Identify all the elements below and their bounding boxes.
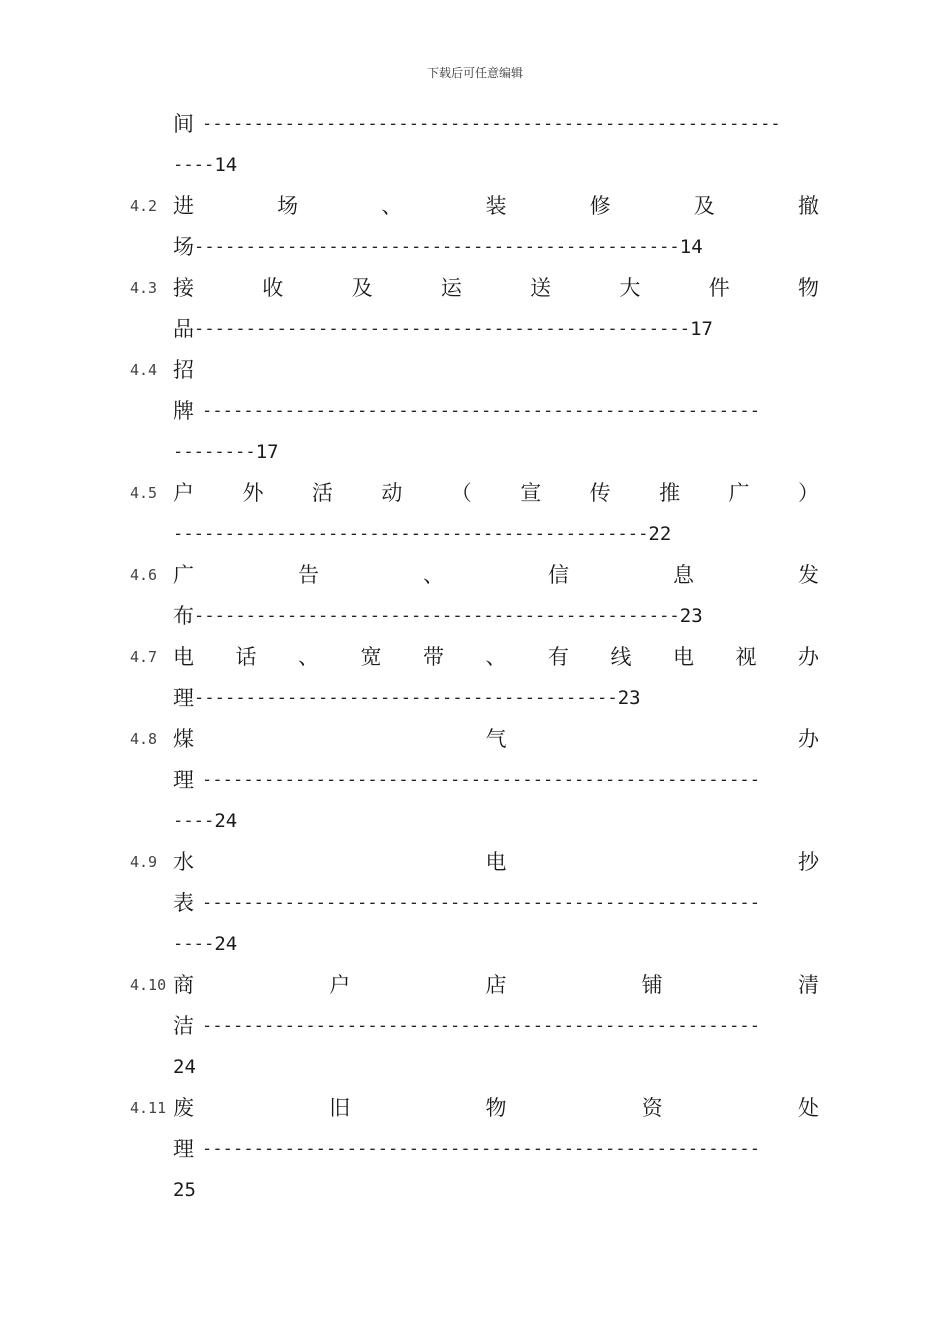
- section-number: 4.7: [130, 648, 158, 666]
- entry-page: [173, 432, 819, 473]
- leader-dots: -----------------------------------------: [194, 688, 618, 708]
- toc-entry-8: [0, 842, 950, 883]
- entry-leader: [173, 1006, 819, 1047]
- title-char: 物: [797, 276, 819, 300]
- entry-page: [173, 1047, 819, 1088]
- title-char: 抄: [798, 850, 819, 874]
- leader-dots: -----------------------------------------------: [194, 237, 680, 257]
- section-number: 4.3: [130, 279, 158, 297]
- title-char: 广: [173, 563, 194, 587]
- title-char: 广: [728, 481, 750, 505]
- entry-page: [173, 1170, 819, 1211]
- title-char: 及: [351, 276, 373, 300]
- title-char: 接: [173, 276, 194, 300]
- title-char: 废: [173, 1096, 194, 1120]
- toc-entry-page-line: [0, 1170, 950, 1211]
- page-number: 14: [679, 236, 703, 258]
- entry-leader: [173, 678, 819, 719]
- title-char: 气: [485, 727, 507, 751]
- title-char: 进: [173, 194, 194, 218]
- toc-entry-page-line: [0, 1047, 950, 1088]
- page-number: 14: [214, 154, 238, 176]
- entry-title: [173, 637, 819, 678]
- toc-entry-leader-line: [0, 1006, 950, 1047]
- toc-entry-0: [0, 104, 950, 145]
- title-char: 铺: [641, 973, 663, 997]
- toc-entry-page-line: [0, 432, 950, 473]
- leader-dots: ------------------------------------------------------: [202, 1139, 761, 1159]
- title-char: 电: [485, 850, 507, 874]
- title-char: （: [450, 481, 472, 505]
- toc-entry-leader-line: [0, 391, 950, 432]
- entry-title: [173, 473, 819, 514]
- section-number: 4.10: [130, 976, 167, 994]
- leader-dots: --------------------------------------------------------: [202, 114, 781, 134]
- title-char: 带: [423, 645, 444, 669]
- title-char: 品: [173, 317, 194, 341]
- title-char: 发: [798, 563, 819, 587]
- title-char: 宣: [520, 481, 542, 505]
- section-number: 4.11: [130, 1099, 167, 1117]
- title-char: 运: [440, 276, 462, 300]
- title-char: 大: [619, 276, 641, 300]
- toc-entry-3: [0, 350, 950, 391]
- title-char: 电: [673, 645, 694, 669]
- title-char: 牌: [173, 399, 194, 423]
- toc-entry-leader-line: [0, 596, 950, 637]
- page-header: 下载后可任意编辑: [426, 66, 523, 80]
- page-number: 24: [214, 933, 238, 955]
- leader-dots: ----: [173, 155, 215, 175]
- section-number: 4.2: [130, 197, 158, 215]
- entry-leader: [173, 596, 819, 637]
- title-char: 水: [173, 850, 194, 874]
- toc-entry-page-line: [0, 924, 950, 965]
- section-number: 4.5: [130, 484, 158, 502]
- page-number: 17: [255, 441, 279, 463]
- title-char: 装: [485, 194, 507, 218]
- entry-page: [173, 924, 819, 965]
- section-number: 4.8: [130, 730, 158, 748]
- entry-leader: [173, 227, 819, 268]
- entry-leader: [173, 145, 819, 186]
- entry-leader: [173, 883, 819, 924]
- title-char: 场: [277, 194, 299, 218]
- title-char: 办: [798, 727, 819, 751]
- title-char: 户: [173, 481, 194, 505]
- entry-title: [173, 186, 819, 227]
- title-char: 送: [530, 276, 552, 300]
- section-number: 4.4: [130, 361, 158, 379]
- title-char: 旧: [329, 1096, 351, 1120]
- title-char: 传: [589, 481, 611, 505]
- toc-entry-leader-line: [0, 514, 950, 555]
- leader-dots: ------------------------------------------------: [194, 319, 691, 339]
- toc-entry-leader-line: [0, 678, 950, 719]
- title-char: 店: [485, 973, 507, 997]
- toc-entry-leader-line: [0, 309, 950, 350]
- title-char: 理: [173, 1137, 194, 1161]
- title-char: 宽: [360, 645, 382, 669]
- title-char: 物: [485, 1096, 507, 1120]
- title-char: 告: [298, 563, 319, 587]
- leader-dots: ------------------------------------------------------: [202, 770, 761, 790]
- title-char: 理: [173, 686, 194, 710]
- title-char: 撤: [797, 194, 819, 218]
- title-char: 及: [693, 194, 715, 218]
- toc-entry-leader-line: [0, 1129, 950, 1170]
- title-char: 洁: [173, 1014, 194, 1038]
- title-char: 户: [329, 973, 351, 997]
- title-char: 电: [173, 645, 194, 669]
- leader-dots: ----: [173, 811, 215, 831]
- toc-entry-2: [0, 268, 950, 309]
- title-char: 收: [262, 276, 284, 300]
- leader-dots: ----: [173, 934, 215, 954]
- toc-entry-4: [0, 473, 950, 514]
- page-number: 24: [214, 810, 238, 832]
- title-char: 表: [173, 891, 194, 915]
- toc-entry-leader-line: [0, 760, 950, 801]
- section-number: 4.6: [130, 566, 158, 584]
- entry-page: [173, 801, 819, 842]
- page-number: 17: [690, 318, 713, 340]
- title-char: 办: [798, 645, 819, 669]
- entry-title: [173, 965, 819, 1006]
- leader-dots: --------: [173, 442, 256, 462]
- title-char: 推: [659, 481, 681, 505]
- title-char: 间: [173, 112, 194, 136]
- toc-entry-10: [0, 1088, 950, 1129]
- leader-dots: ------------------------------------------------------: [202, 1016, 761, 1036]
- entry-leader: [173, 309, 819, 350]
- entry-title: [173, 104, 819, 145]
- toc-entry-page-line: [0, 801, 950, 842]
- toc-entry-continuation: [0, 145, 950, 186]
- title-char: 动: [381, 481, 403, 505]
- title-char: 活: [311, 481, 333, 505]
- title-char: 修: [589, 194, 611, 218]
- entry-leader: [173, 760, 819, 801]
- title-char: 有: [548, 645, 569, 669]
- title-char: 、: [298, 645, 319, 669]
- title-char: 处: [798, 1096, 819, 1120]
- title-char: ）: [797, 481, 819, 505]
- title-char: 件: [708, 276, 730, 300]
- toc-entry-leader-line: [0, 883, 950, 924]
- title-char: 理: [173, 768, 194, 792]
- title-char: 息: [673, 563, 694, 587]
- toc-entry-7: [0, 719, 950, 760]
- entry-leader: [173, 514, 819, 555]
- title-char: 外: [242, 481, 264, 505]
- entry-title: [173, 268, 819, 309]
- title-char: 煤: [173, 727, 194, 751]
- title-char: 场: [173, 235, 194, 259]
- entry-leader: [173, 1129, 819, 1170]
- title-char: 、: [381, 194, 403, 218]
- leader-dots: -----------------------------------------------: [194, 606, 680, 626]
- title-char: 、: [423, 563, 444, 587]
- toc-entry-6: [0, 637, 950, 678]
- leader-dots: ------------------------------------------------------: [202, 401, 761, 421]
- table-of-contents: [0, 104, 950, 1211]
- entry-title: [173, 555, 819, 596]
- toc-entry-leader-line: [0, 227, 950, 268]
- title-char: 清: [798, 973, 819, 997]
- title-char: 话: [235, 645, 257, 669]
- section-number: 4.9: [130, 853, 158, 871]
- title-char: 商: [173, 973, 194, 997]
- page-number: 23: [679, 605, 703, 627]
- toc-entry-5: [0, 555, 950, 596]
- page-number: 24: [173, 1056, 196, 1078]
- title-char: 布: [173, 604, 194, 628]
- page-number: 22: [648, 523, 672, 545]
- entry-title: [173, 350, 819, 391]
- entry-title: [173, 842, 819, 883]
- toc-entry-1: [0, 186, 950, 227]
- entry-title: [173, 719, 819, 760]
- leader-dots: ------------------------------------------------------: [202, 893, 761, 913]
- entry-title: [173, 1088, 819, 1129]
- title-char: 线: [610, 645, 632, 669]
- title-char: 、: [485, 645, 507, 669]
- title-char: 招: [173, 358, 194, 382]
- page-number: 23: [617, 687, 641, 709]
- title-char: 信: [548, 563, 569, 587]
- page-number: 25: [173, 1179, 196, 1201]
- title-char: 视: [735, 645, 757, 669]
- leader-dots: ----------------------------------------------: [173, 524, 649, 544]
- title-char: 资: [641, 1096, 663, 1120]
- toc-entry-9: [0, 965, 950, 1006]
- entry-leader: [173, 391, 819, 432]
